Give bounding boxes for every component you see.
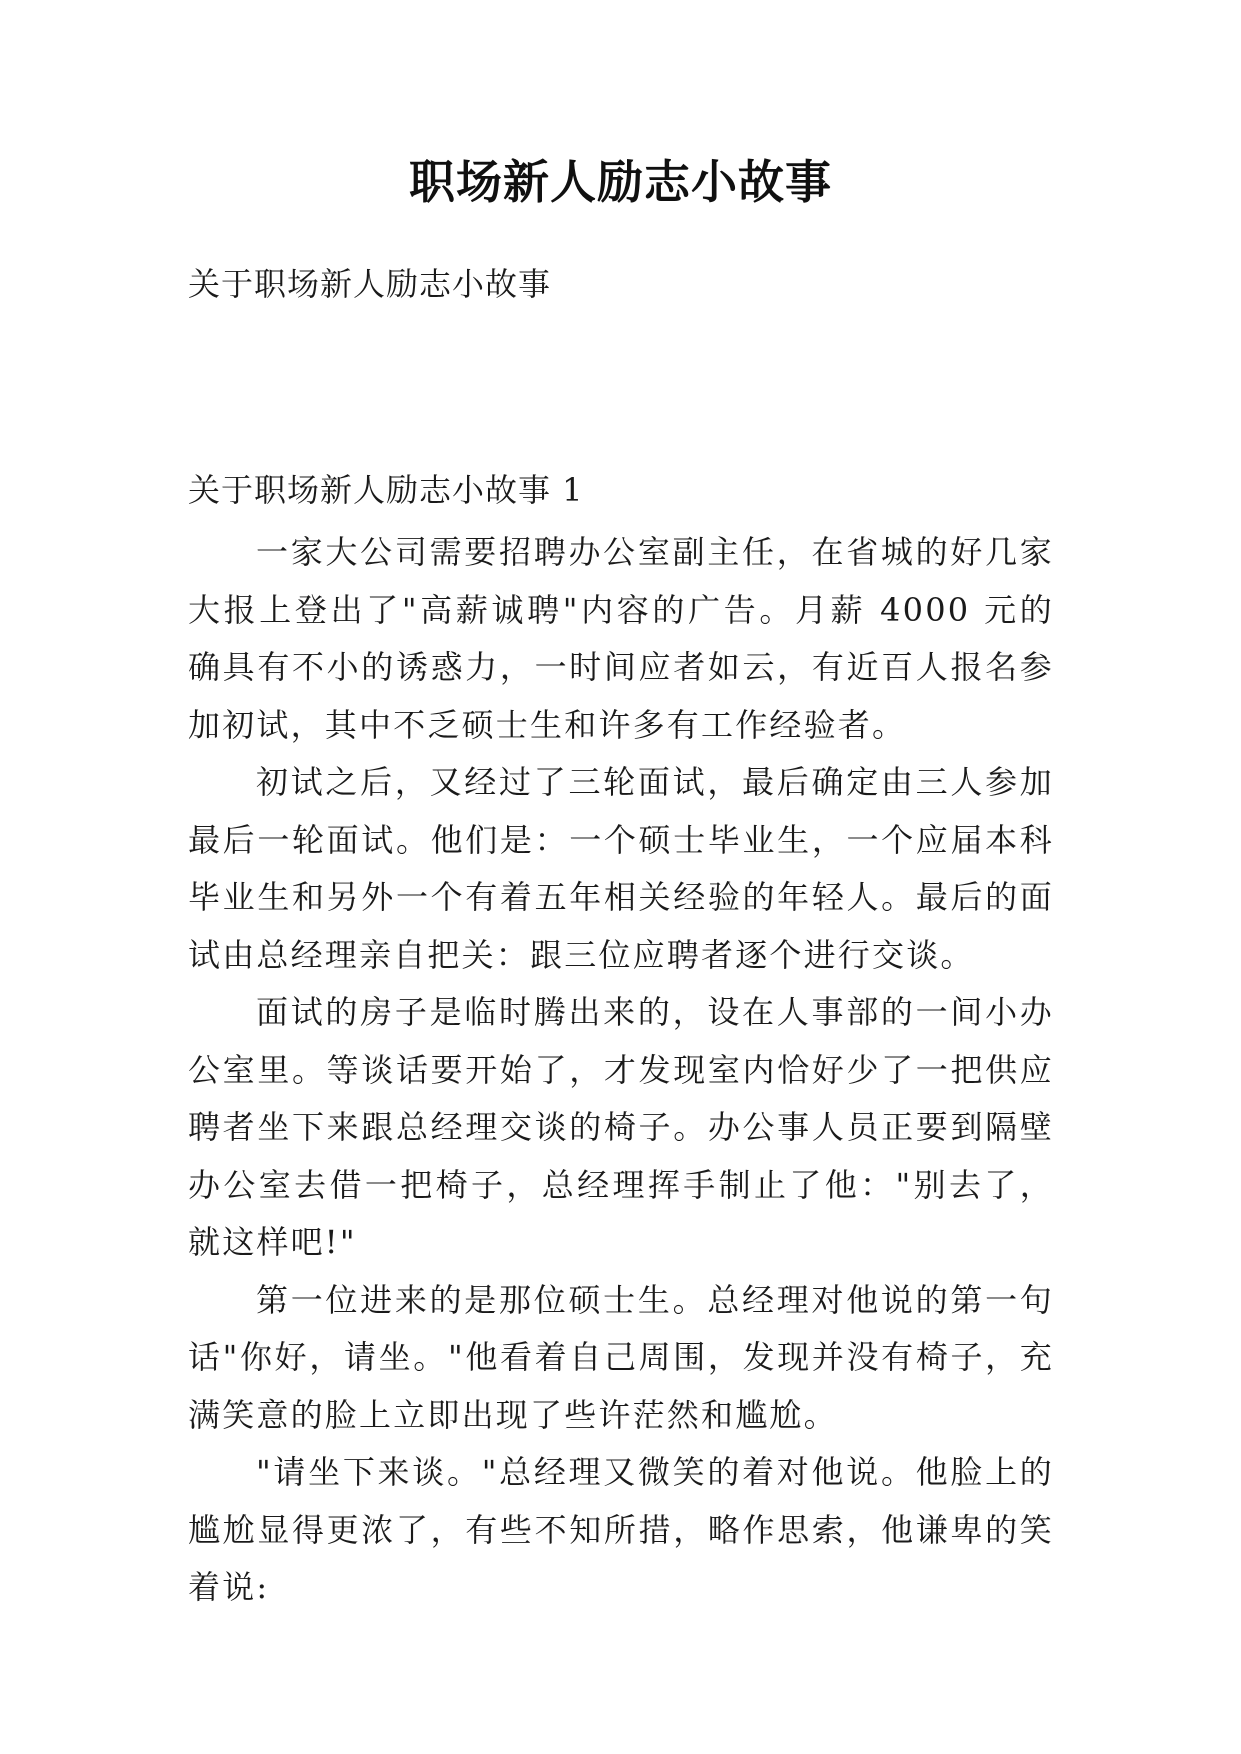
section-heading: 关于职场新人励志小故事 1 [188, 471, 584, 509]
paragraph: 第一位进来的是那位硕士生。总经理对他说的第一句话"你好，请坐。"他看着自己周围，发现并没有椅子，充满笑意的脸上立即出现了些许茫然和尴尬。 [188, 1280, 1054, 1434]
document-body [188, 524, 1054, 1617]
document-subtitle: 关于职场新人励志小故事 [188, 265, 552, 303]
paragraph: "请坐下来谈。"总经理又微笑的着对他说。他脸上的尴尬显得更浓了，有些不知所措，略作思索，他谦卑的笑着说: [188, 1453, 1054, 1606]
paragraph: 一家大公司需要招聘办公室副主任，在省城的好几家大报上登出了"高薪诚聘"内容的广告。月薪 4000 元的确具有不小的诱惑力，一时间应者如云，有近百人报名参加初试，其中不乏硕士生和许多有工作经验者。 [188, 533, 1054, 744]
paragraph: 面试的房子是临时腾出来的，设在人事部的一间小办公室里。等谈话要开始了，才发现室内恰好少了一把供应聘者坐下来跟总经理交谈的椅子。办公事人员正要到隔壁办公室去借一把椅子，总经理挥手制止了他："别去了，就这样吧!" [188, 993, 1054, 1261]
paragraph: 初试之后，又经过了三轮面试，最后确定由三人参加最后一轮面试。他们是：一个硕士毕业生，一个应届本科毕业生和另外一个有着五年相关经验的年轻人。最后的面试由总经理亲自把关：跟三位应聘者逐个进行交谈。 [188, 763, 1054, 974]
document-title: 职场新人励志小故事 [409, 155, 832, 209]
